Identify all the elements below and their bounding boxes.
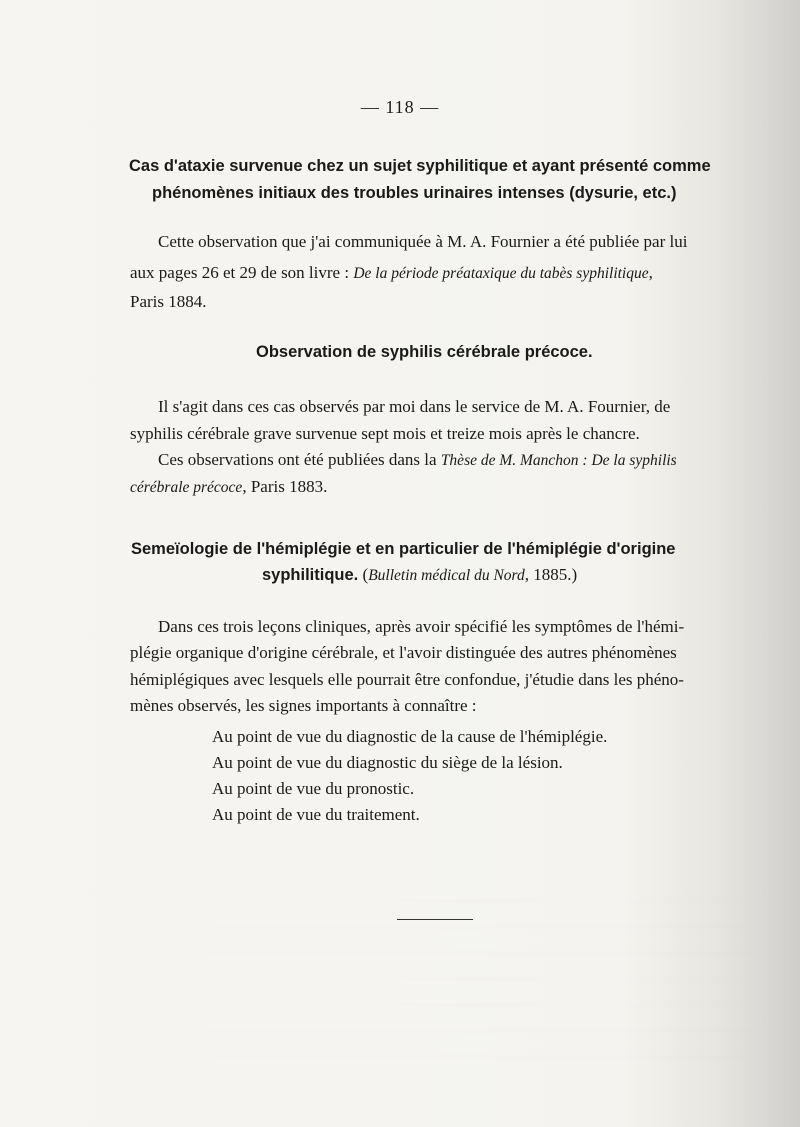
section1-body-line1: Cette observation que j'ai communiquée à M. A. Fournier a été publiée par lui <box>158 232 688 251</box>
section3-heading-open: ( <box>358 565 369 584</box>
section3-body-line3: hémiplégiques avec lesquels elle pourrait être confondue, j'étudie dans les phéno- <box>130 670 684 689</box>
list-item: Au point de vue du pronostic. <box>212 779 415 798</box>
section1-body-line2-suffix: , <box>648 263 653 282</box>
list-item: Au point de vue du traitement. <box>212 805 420 824</box>
section1-heading-line2: phénomènes initiaux des troubles urinaires intenses (dysurie, etc.) <box>152 184 677 202</box>
section1-body-line2-text: aux pages 26 et 29 de son livre : <box>130 263 354 282</box>
show-through-texture <box>150 900 750 1060</box>
bulletin-title: Bulletin médical du Nord <box>368 567 525 584</box>
section1-body-line2 <box>130 263 653 283</box>
section2-heading: Observation de syphilis cérébrale précoce. <box>256 343 593 361</box>
section3-body-line1: Dans ces trois leçons cliniques, après avoir spécifié les symptômes de l'hémi- <box>158 617 685 636</box>
list-item: Au point de vue du diagnostic de la cause de l'hémiplégie. <box>212 727 608 746</box>
section3-body-line4: mènes observés, les signes importants à connaître : <box>130 696 477 715</box>
list-item: Au point de vue du diagnostic du siège de la lésion. <box>212 753 563 772</box>
section2-body-line4 <box>130 477 327 497</box>
thesis-title-cont: cérébrale précoce <box>130 479 243 496</box>
section2-body-line3 <box>158 450 677 470</box>
section1-heading-line1: Cas d'ataxie survenue chez un sujet syphilitique et ayant présenté comme <box>129 157 711 175</box>
book-title: De la période préataxique du tabès syphilitique <box>353 265 649 282</box>
section2-body-line4-suffix: , Paris 1883. <box>242 477 328 496</box>
section3-body-line2: plégie organique d'origine cérébrale, et l'avoir distinguée des autres phénomènes <box>130 643 677 662</box>
thesis-title: Thèse de M. Manchon : De la syphilis <box>440 452 677 469</box>
section3-heading-line1: Semeïologie de l'hémiplégie et en particulier de l'hémiplégie d'origine <box>131 540 676 558</box>
section2-body-line1: Il s'agit dans ces cas observés par moi dans le service de M. A. Fournier, de <box>158 397 671 416</box>
section1-body-line3: Paris 1884. <box>130 292 207 311</box>
section3-heading-suffix: , 1885.) <box>524 565 578 584</box>
page-number: — 118 — <box>360 97 440 117</box>
section2-body-line3-text: Ces observations ont été publiées dans la <box>158 450 441 469</box>
section2-body-line2: syphilis cérébrale grave survenue sept mois et treize mois après le chancre. <box>130 424 640 443</box>
section3-heading-word: syphilitique. <box>262 566 359 584</box>
section3-heading-line2 <box>262 565 577 585</box>
closing-rule <box>397 919 473 920</box>
